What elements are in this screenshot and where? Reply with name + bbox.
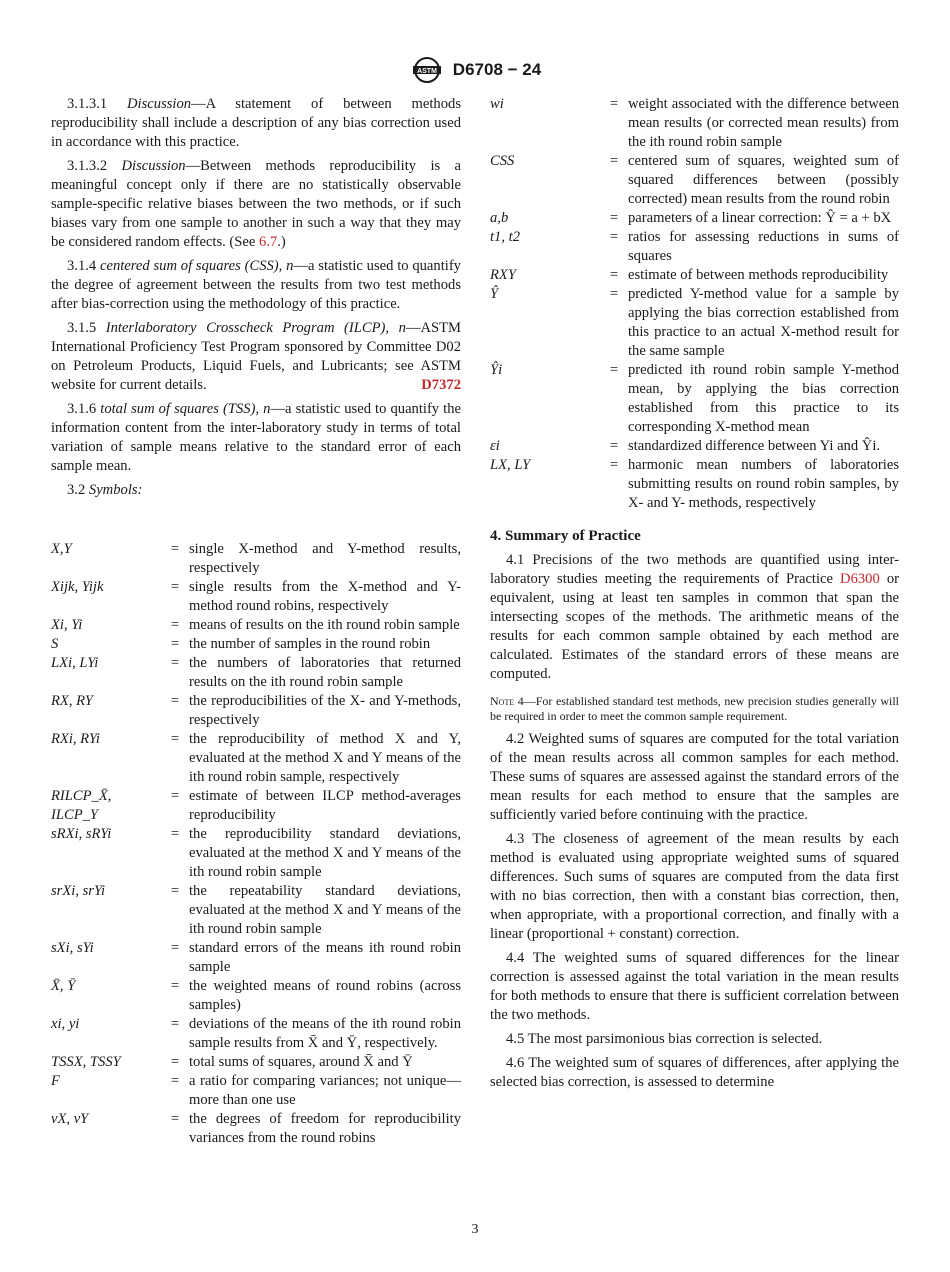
- paragraph-3-1-5: 3.1.5 Interlaboratory Crosscheck Program (ILCP), n—ASTM International Proficiency Test Program sponsored by Committee D02 on Petroleum Products, Liquid Fuels, and Lubricants; see ASTM website for current details. D7372: [51, 320, 462, 393]
- page-number: 3: [471, 1222, 479, 1237]
- symbol-row: Xi, Yi = means of results on the ith round robin sample: [51, 617, 460, 633]
- note-4: Note 4—For established standard test methods, new precision studies generally will be required in order to meet the common sample requirement.: [490, 694, 900, 723]
- symbol-row: TSSX, TSSY = total sums of squares, around X̄ and Ȳ: [51, 1054, 413, 1070]
- symbol-row: sXi, sYi = standard errors of the means ith round robin sample: [51, 940, 461, 975]
- paragraph-4-3: 4.3 The closeness of agreement of the mean results by each method is evaluated using appropriate weighted sums of squared differences. Such sums of squares are computed from the data first with no bias correction, then with a constant bias correction, then, when appropriate, with a proportional correction, and finally with a linear (proportional + constant) correction.: [490, 831, 899, 942]
- left-column: [51, 95, 461, 1148]
- paragraph-3-1-3-1: 3.1.3.1 Discussion—A statement of between methods reproducibility shall include a description of any bias correction used in accordance with this practice.: [51, 96, 462, 150]
- symbol-list-right: [490, 95, 899, 513]
- paragraph-3-1-3-2: 3.1.3.2 Discussion—Between methods reproducibility is a meaningful concept only if there are no statistically observable sample-specific relative biases between the two methods, or if such biases vary from one sample to another in such a way that they may be considered random effects. (See 6.7.): [51, 158, 462, 250]
- symbol-row: RXi, RYi = the reproducibility of method X and Y, evaluated at the method X and Y means of the ith round robin sample, respectively: [51, 731, 461, 785]
- symbol-row: t1, t2 = ratios for assessing reductions in sums of squares: [490, 229, 899, 264]
- symbol-row: X,Y = single X-method and Y-method results, respectively: [51, 541, 461, 576]
- symbol-row: CSS = centered sum of squares, weighted sum of squared differences between (possibly corrected) mean results from the round robin: [490, 153, 899, 207]
- right-column: [490, 95, 899, 1097]
- symbol-row: RXY = estimate of between methods reproducibility: [490, 267, 889, 283]
- symbol-row: LX, LY = harmonic mean numbers of laboratories submitting results on round robin samples, by X- and Y- methods, respectively: [490, 457, 899, 511]
- link-d7372[interactable]: D7372: [421, 377, 461, 393]
- symbol-row: LXi, LYi = the numbers of laboratories that returned results on the ith round robin sample: [51, 655, 461, 690]
- paragraph-4-4: 4.4 The weighted sums of squared differences for the linear correction is assessed against the total variation in the mean results for both methods to ensure that there is sufficient correlation between the two methods.: [490, 950, 899, 1023]
- symbol-row: εi = standardized difference between Yi and Ŷi.: [490, 438, 881, 454]
- symbol-row: vX, vY = the degrees of freedom for reproducibility variances from the round robins: [51, 1111, 461, 1146]
- symbol-row: sRXi, sRYi = the reproducibility standard deviations, evaluated at the method X and Y means of the ith round robin sample: [51, 826, 461, 880]
- document-number: D6708 − 24: [452, 60, 542, 79]
- symbol-row: xi, yi = deviations of the means of the ith round robin sample results from X̄ and Ȳ, respectively.: [51, 1016, 461, 1051]
- symbol-row: S = the number of samples in the round robin: [51, 636, 431, 652]
- symbol-row: Ŷ = predicted Y-method value for a sample by applying the bias correction established from this practice to an actual X-method result for the same sample: [490, 286, 899, 359]
- paragraph-4-6: 4.6 The weighted sum of squares of differences, after applying the selected bias correction, is assessed to determine: [490, 1055, 899, 1090]
- symbol-row: X̄, Ȳ = the weighted means of round robins (across samples): [51, 978, 461, 1013]
- symbol-row: Ŷi = predicted ith round robin sample Y-method mean, by applying the bias correction established from this practice to its corresponding X-method mean: [490, 362, 899, 435]
- paragraph-4-2: 4.2 Weighted sums of squares are computed for the total variation of the mean results across all common samples for each method. These sums of squares are assessed against the standard errors of the mean results for each method to ensure that the samples are sufficiently varied before continuing with the practice.: [490, 731, 900, 823]
- paragraph-3-2: 3.2 Symbols:: [67, 482, 143, 498]
- paragraph-4-1: 4.1 Precisions of the two methods are quantified using inter-laboratory studies meeting the requirements of Practice D6300 or equivalent, using at least ten samples in common that span the intersecting scopes of the methods. The arithmetic means of the results for each common sample obtained by each method are calculated. Estimates of the standard errors of these means are computed.: [490, 552, 899, 682]
- paragraph-3-1-6: 3.1.6 total sum of squares (TSS), n—a statistic used to quantify the information content from the inter-laboratory study in terms of total variation of sample means relative to the standard error of each sample mean.: [51, 401, 461, 474]
- svg-text:ASTM: ASTM: [416, 67, 437, 75]
- link-6-7[interactable]: 6.7: [259, 234, 278, 250]
- page-header: [0, 56, 950, 86]
- link-d6300[interactable]: D6300: [840, 571, 880, 587]
- paragraph-4-5: 4.5 The most parsimonious bias correction is selected.: [506, 1031, 823, 1047]
- symbol-row: srXi, srYi = the repeatability standard deviations, evaluated at the method X and Y means of the ith round robin sample: [51, 883, 461, 937]
- symbol-row: RX, RY = the reproducibilities of the X- and Y-methods, respectively: [51, 693, 461, 728]
- symbol-row: RILCP_X̄, ILCP_Y = estimate of between ILCP method-averages reproducibility: [51, 788, 461, 823]
- symbol-row: wi = weight associated with the difference between mean results (or corrected mean results) from the ith round robin sample: [490, 96, 899, 150]
- symbol-row: F = a ratio for comparing variances; not unique—more than one use: [51, 1073, 461, 1108]
- section-title: 4. Summary of Practice: [490, 528, 641, 544]
- symbol-list-left: [51, 540, 461, 1148]
- astm-logo-icon: [409, 56, 445, 84]
- symbol-row: a,b = parameters of a linear correction: Ŷ = a + bX: [490, 210, 892, 226]
- symbol-row: Xijk, Yijk = single results from the X-method and Y-method round robins, respectively: [51, 579, 461, 614]
- paragraph-3-1-4: 3.1.4 centered sum of squares (CSS), n—a statistic used to quantify the degree of agreement between the results from two test methods after bias-correction using the methodology of this practice.: [51, 258, 461, 312]
